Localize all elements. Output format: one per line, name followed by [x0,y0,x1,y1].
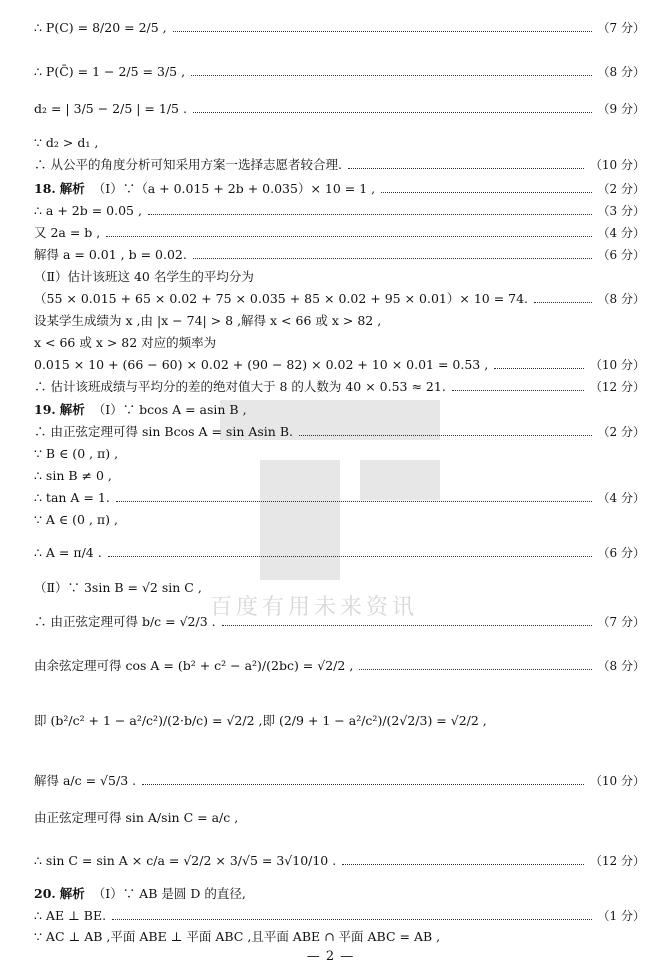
score-label: （6 分） [597,546,645,560]
solution-line [34,929,645,945]
solution-line [34,713,645,729]
solution-line [34,101,645,117]
solution-text: ∴ A = π/4 . [34,545,102,560]
solution-text: （Ⅱ）∵ 3sin B = √2 sin C , [34,580,202,595]
dot-leader [359,669,591,670]
dot-leader [534,302,592,303]
solution-text: 解得 a/c = √5/3 . [34,773,137,788]
solution-line [34,20,645,36]
dot-leader [191,75,591,76]
score-label: （3 分） [597,204,645,218]
question-number: 18. [34,181,56,196]
solution-line [34,424,645,440]
watermark-text: 百度有用未来资讯 [210,595,419,620]
dot-leader [173,31,592,32]
solution-text: ∴ 由正弦定理可得 sin Bcos A = sin Asin B. [34,424,293,439]
dot-leader [112,919,591,920]
solution-text: （Ⅰ）∵（a + 0.015 + 2b + 0.035）× 10 = 1 , [92,181,376,196]
solution-line [34,490,645,506]
score-label: （7 分） [597,21,645,35]
solution-text: ∴ 由正弦定理可得 b/c = √2/3 . [34,614,216,629]
analysis-tag: 解析 [59,181,85,196]
solution-line [34,225,645,241]
solution-text: 解得 a = 0.01 , b = 0.02. [34,247,187,262]
score-label: （12 分） [589,854,645,868]
score-label: （10 分） [589,358,645,372]
question-number: 20. [34,886,56,901]
solution-text: 即 (b²/c² + 1 − a²/c²)/(2·b/c) = √2/2 ,即 (2/9 + 1 − a²/c²)/(2√2/3) = √2/2 , [34,713,487,728]
solution-text: （Ⅰ）∵ bcos A = asin B , [92,402,247,417]
solution-line [34,64,645,80]
solution-line [34,181,645,197]
solution-text: ∵ d₂ > d₁ , [34,135,99,150]
solution-text: 由正弦定理可得 sin A/sin C = a/c , [34,810,239,825]
analysis-tag: 解析 [59,886,85,901]
solution-line [34,335,645,351]
solution-line [34,468,645,484]
solution-line [34,580,645,596]
solution-text: 设某学生成绩为 x ,由 |x − 74| > 8 ,解得 x < 66 或 x > 82 , [34,313,382,328]
solution-line [34,545,645,561]
solution-text: ∴ sin B ≠ 0 , [34,468,112,483]
solution-line [34,658,645,674]
score-label: （9 分） [597,102,645,116]
solution-line [34,853,645,869]
solution-text: x < 66 或 x > 82 对应的频率为 [34,335,217,350]
dot-leader [381,192,591,193]
solution-line [34,512,645,528]
dot-leader [299,435,592,436]
solution-line [34,773,645,789]
score-label: （2 分） [597,425,645,439]
solution-text: （55 × 0.015 + 65 × 0.02 + 75 × 0.035 + 85 × 0.02 + 95 × 0.01）× 10 = 74. [34,291,529,306]
solution-text: （Ⅰ）∵ AB 是圆 D 的直径, [92,886,246,901]
score-label: （8 分） [597,65,645,79]
solution-text: 又 2a = b , [34,225,101,240]
solution-text: ∴ 从公平的角度分析可知采用方案一选择志愿者较合理. [34,157,342,172]
solution-line [34,810,645,826]
solution-line [34,379,645,395]
solution-text: d₂ = | 3/5 − 2/5 | = 1/5 . [34,101,187,116]
dot-leader [193,258,592,259]
solution-text: ∴ 估计该班成绩与平均分的差的绝对值大于 8 的人数为 40 × 0.53 ≈ 21. [34,379,446,394]
score-label: （4 分） [597,491,645,505]
score-label: （10 分） [589,158,645,172]
score-label: （8 分） [597,292,645,306]
analysis-tag: 解析 [59,402,85,417]
dot-leader [222,625,592,626]
solution-text: 由余弦定理可得 cos A = (b² + c² − a²)/(2bc) = √2/2 , [34,658,354,673]
solution-line [34,614,645,630]
solution-text: ∴ P(C̄) = 1 − 2/5 = 3/5 , [34,64,186,79]
solution-line [34,269,645,285]
solution-line [34,446,645,462]
score-label: （2 分） [597,182,645,196]
solution-line [34,135,645,151]
dot-leader [108,556,592,557]
solution-text: ∴ sin C = sin A × c/a = √2/2 × 3/√5 = 3√10/10 . [34,853,337,868]
dot-leader [142,784,584,785]
solution-line [34,886,645,902]
solution-text: ∵ B ∈ (0 , π) , [34,446,119,461]
dot-leader [452,390,584,391]
dot-leader [342,864,584,865]
score-label: （10 分） [589,774,645,788]
solution-text: ∴ tan A = 1. [34,490,110,505]
score-label: （1 分） [597,909,645,923]
solution-text: ∵ AC ⊥ AB ,平面 ABE ⊥ 平面 ABC ,且平面 ABE ∩ 平面 ABC = AB , [34,929,441,944]
solution-text: 0.015 × 10 + (66 − 60) × 0.02 + (90 − 82) × 0.02 + 10 × 0.01 = 0.53 , [34,357,489,372]
solution-text: （Ⅱ）估计该班这 40 名学生的平均分为 [34,269,254,284]
solution-line [34,291,645,307]
solution-line [34,203,645,219]
page-number: — 2 — [306,949,355,964]
solution-text: ∴ a + 2b = 0.05 , [34,203,142,218]
score-label: （8 分） [597,659,645,673]
dot-leader [193,112,592,113]
solution-line [34,247,645,263]
solution-line [34,402,645,418]
dot-leader [494,368,584,369]
solution-line [34,357,645,373]
score-label: （4 分） [597,226,645,240]
dot-leader [148,214,592,215]
score-label: （7 分） [597,615,645,629]
solution-text: ∴ AE ⊥ BE. [34,908,107,923]
dot-leader [106,236,591,237]
solution-line [34,908,645,924]
solution-line [34,313,645,329]
score-label: （12 分） [589,380,645,394]
solution-text: ∵ A ∈ (0 , π) , [34,512,118,527]
solution-text: ∴ P(C) = 8/20 = 2/5 , [34,20,167,35]
solution-line [34,157,645,173]
dot-leader [116,501,592,502]
dot-leader [348,168,584,169]
question-number: 19. [34,402,56,417]
score-label: （6 分） [597,248,645,262]
